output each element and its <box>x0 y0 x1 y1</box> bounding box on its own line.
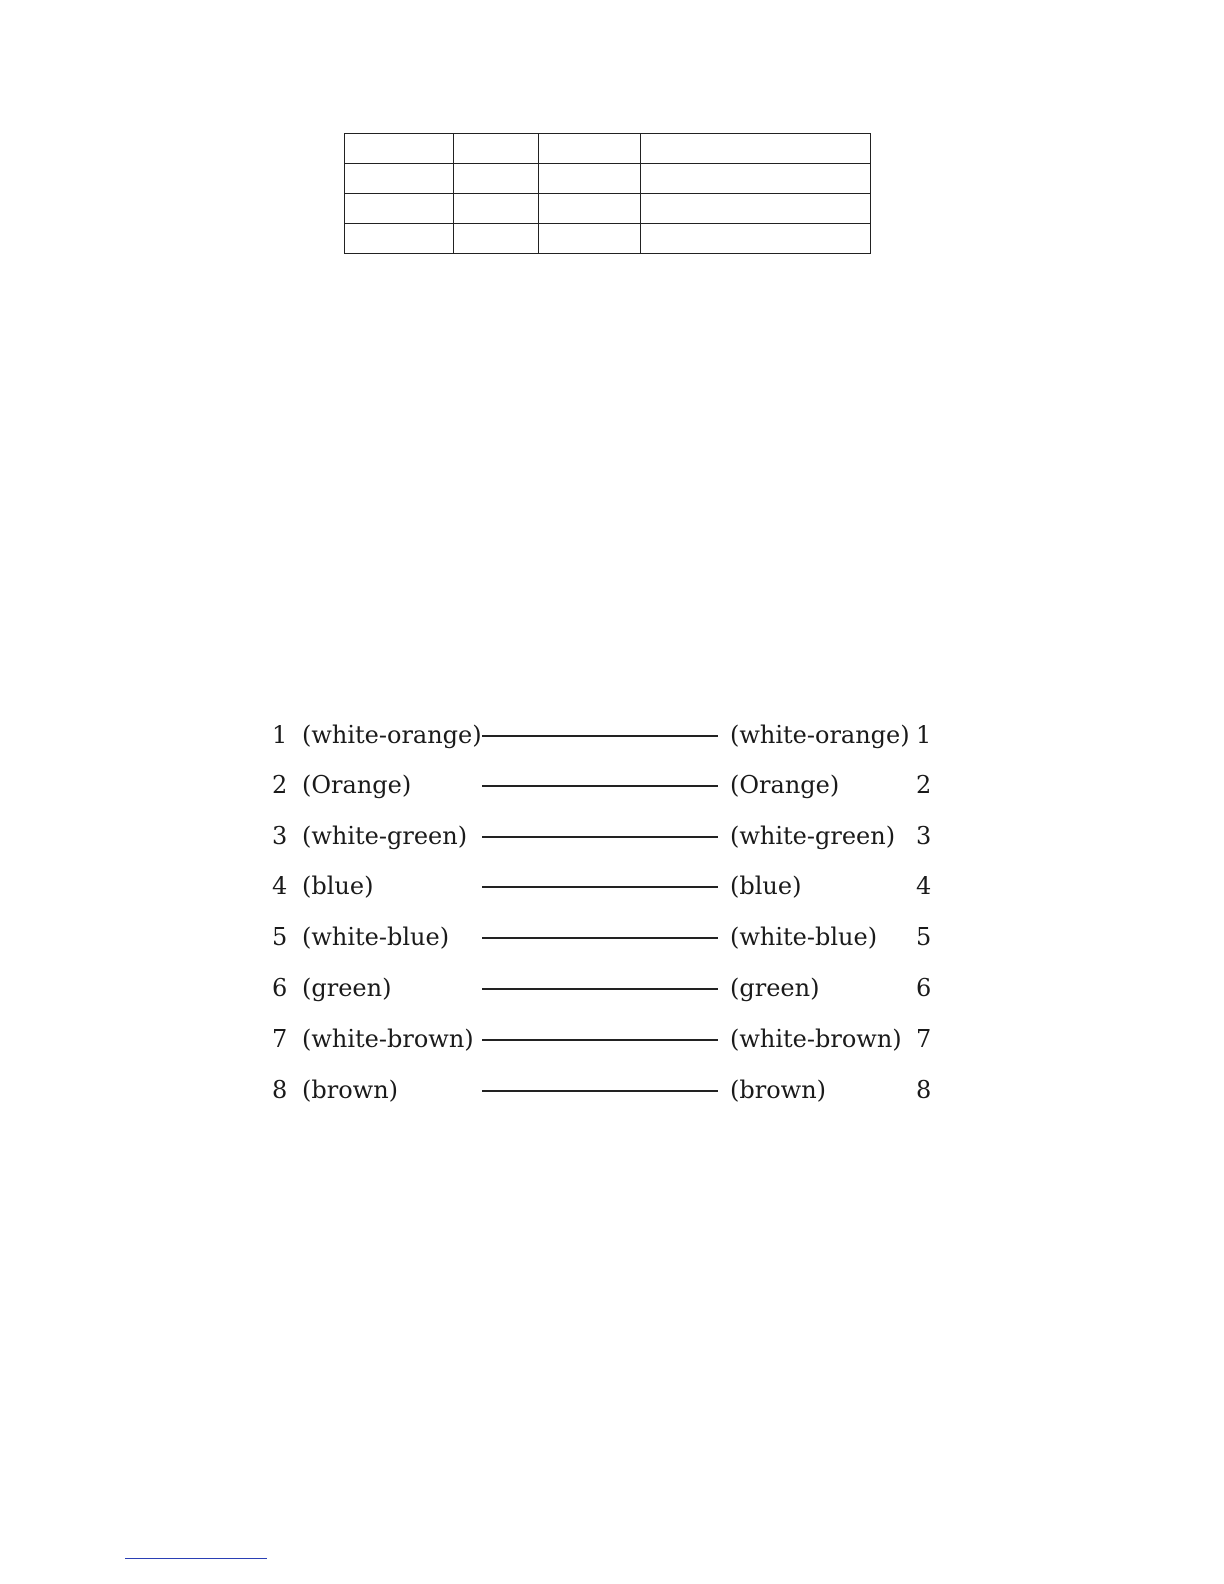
wire-color-right: (white-green) <box>730 822 896 850</box>
pin-left: 2 <box>272 771 288 799</box>
wire-color-right: (white-blue) <box>730 923 878 951</box>
pin-left: 4 <box>272 872 288 900</box>
wire-row-5 <box>0 917 1224 957</box>
pin-left: 5 <box>272 923 288 951</box>
wire-row-1 <box>0 715 1224 755</box>
wire-color-left: (white-brown) <box>302 1025 474 1053</box>
pin-right: 5 <box>916 923 932 951</box>
wire-color-right: (Orange) <box>730 771 840 799</box>
wire-color-left: (Orange) <box>302 771 412 799</box>
wire-row-6 <box>0 968 1224 1008</box>
wire-color-left: (white-blue) <box>302 923 450 951</box>
wire-line <box>482 836 718 838</box>
wire-color-left: (blue) <box>302 872 374 900</box>
pin-left: 1 <box>272 721 288 749</box>
pin-right: 4 <box>916 872 932 900</box>
pin-left: 7 <box>272 1025 288 1053</box>
wire-line <box>482 886 718 888</box>
wire-color-right: (brown) <box>730 1076 827 1104</box>
pin-right: 3 <box>916 822 932 850</box>
wire-line <box>482 735 718 737</box>
wire-line <box>482 1039 718 1041</box>
wire-color-left: (white-green) <box>302 822 468 850</box>
wire-line <box>482 988 718 990</box>
wire-color-right: (white-orange) <box>730 721 910 749</box>
pin-right: 7 <box>916 1025 932 1053</box>
wire-line <box>482 937 718 939</box>
pin-right: 6 <box>916 974 932 1002</box>
wire-row-7 <box>0 1019 1224 1059</box>
wire-row-2 <box>0 765 1224 805</box>
pin-left: 8 <box>272 1076 288 1104</box>
pin-left: 3 <box>272 822 288 850</box>
footnote-rule <box>125 1558 267 1559</box>
wire-color-left: (white-orange) <box>302 721 482 749</box>
wire-line <box>482 1090 718 1092</box>
pin-right: 8 <box>916 1076 932 1104</box>
wire-row-3 <box>0 816 1224 856</box>
pin-left: 6 <box>272 974 288 1002</box>
wire-color-left: (brown) <box>302 1076 399 1104</box>
wire-color-right: (white-brown) <box>730 1025 902 1053</box>
wire-color-right: (green) <box>730 974 820 1002</box>
wire-color-left: (green) <box>302 974 392 1002</box>
wire-row-8 <box>0 1070 1224 1110</box>
pin-right: 1 <box>916 721 932 749</box>
wire-row-4 <box>0 866 1224 906</box>
wire-color-right: (blue) <box>730 872 802 900</box>
wire-line <box>482 785 718 787</box>
pin-right: 2 <box>916 771 932 799</box>
